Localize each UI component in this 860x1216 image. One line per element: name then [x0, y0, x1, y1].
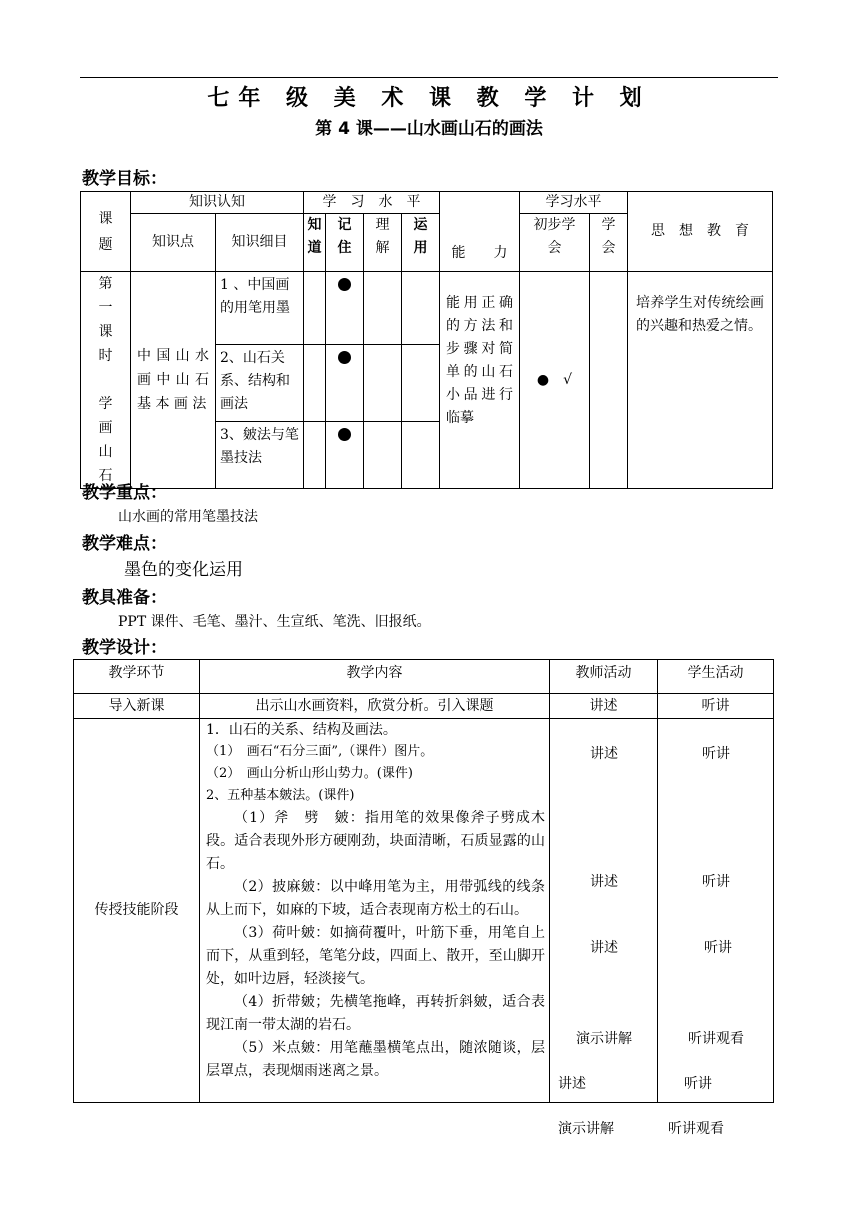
intro-stage: 导入新课: [74, 694, 200, 719]
teacher-activity: 讲述: [590, 746, 618, 762]
key-heading: 教学重点：: [82, 483, 167, 503]
empty-cell: [402, 422, 440, 489]
teacher-activity: 讲述: [558, 1076, 586, 1092]
remember-mark-2: [326, 345, 364, 422]
goals-heading: 教学目标：: [82, 169, 167, 189]
content-line: （4）折带皴；先横笔拖峰，再转折斜皴，适合表现江南一带太湖的岩石。: [206, 994, 545, 1033]
empty-cell: [304, 422, 326, 489]
detail-header: 知识细目: [216, 214, 304, 272]
design-heading: 教学设计：: [82, 638, 167, 658]
initial-header: 初步学 会: [520, 214, 590, 272]
student-activity: 听讲: [702, 874, 730, 890]
empty-cell: [590, 272, 628, 489]
teacher-activity: 讲述: [590, 940, 618, 956]
student-col-header: 学生活动: [658, 660, 774, 694]
stage-col-header: 教学环节: [74, 660, 200, 694]
dot-mark: [338, 428, 351, 441]
point-header: 知识点: [131, 214, 216, 272]
key-text: 山水画的常用笔墨技法: [118, 509, 258, 525]
intro-content: 出示山水画资料，欣赏分析。引入课题: [200, 694, 550, 719]
know-header: 知 道: [304, 214, 326, 272]
student-activity: 听讲观看: [688, 1031, 744, 1047]
initial-cell: ● √: [520, 272, 590, 489]
detail-cell-1: 1 、中国画的用笔用墨: [216, 272, 304, 345]
topic-header: 课 题: [81, 192, 131, 272]
ability-cell: 能用正确的方法和步骤对简单的山石小品进行临摹: [440, 272, 520, 489]
skill-teacher: [550, 719, 658, 1137]
difficulty-heading: 教学难点：: [82, 534, 167, 554]
skill-stage: 传授技能阶段: [74, 719, 200, 1103]
empty-cell: [304, 345, 326, 422]
ideology-cell: 培养学生对传统绘画的兴趣和热爱之情。: [628, 272, 773, 489]
level-header: 学 习 水 平: [304, 192, 440, 214]
content-line: （5）米点皴：用笔蘸墨横笔点出，随浓随谈，层层罩点，表现烟雨迷离之景。: [206, 1040, 545, 1079]
empty-cell: [364, 422, 402, 489]
remember-mark-3: [326, 422, 364, 489]
learned-header: 学 会: [590, 214, 628, 272]
empty-cell: [364, 272, 402, 345]
teacher-activity: 演示讲解: [576, 1031, 632, 1047]
empty-cell: [402, 345, 440, 422]
content-line: （3）荷叶皴：如摘荷覆叶，叶筋下垂，用笔自上而下，从重到轻，笔笔分歧，四面上、散开，至山脚开处，如叶边唇，轻淡接气。: [206, 925, 545, 987]
point-cell: 中 国 山 水 画 中 山 石 基 本 画 法: [131, 272, 216, 489]
topic-cell: 第 一 课 时 学 画 山 石: [81, 272, 131, 489]
dot-mark: [338, 278, 351, 291]
teacher-col-header: 教师活动: [550, 660, 658, 694]
student-activity: 听讲: [704, 940, 732, 956]
level2-header: 学习水平: [520, 192, 628, 214]
tools-text: PPT 课件、毛笔、墨汁、生宣纸、笔洗、旧报纸。: [118, 614, 431, 630]
design-table: [73, 659, 774, 1137]
ideology-header: 思 想 教 育: [628, 192, 773, 272]
intro-student: 听讲: [658, 694, 774, 719]
empty-cell: [364, 345, 402, 422]
ability-header: 能 力: [440, 192, 520, 272]
student-activity: 听讲: [702, 746, 730, 762]
content-line: 1．山石的关系、结构及画法。: [206, 722, 397, 738]
detail-cell-2: 2、山石关系、结构和画法: [216, 345, 304, 422]
intro-teacher: 讲述: [550, 694, 658, 719]
empty-cell: [304, 272, 326, 345]
page-title: 七年 级 美 术 课 教 学 计 划: [207, 86, 651, 111]
teacher-activity: 讲述: [590, 874, 618, 890]
skill-content: [200, 719, 550, 1103]
remember-mark-1: [326, 272, 364, 345]
content-line: 2、五种基本皴法。(课件): [206, 788, 355, 803]
content-line: （1） 画石“石分三面”,（课件）图片。: [206, 744, 434, 759]
difficulty-text: 墨色的变化运用: [124, 560, 243, 580]
tools-heading: 教具准备：: [82, 588, 167, 608]
empty-cell: [402, 272, 440, 345]
content-line: （1）斧 劈 皴：指用笔的效果像斧子劈成木段。适合表现外形方硬刚劲，块面清晰，石质显露的山石。: [206, 810, 545, 872]
understand-header: 理 解: [364, 214, 402, 272]
student-activity: 听讲: [684, 1076, 712, 1092]
student-activity: 听讲观看: [668, 1121, 724, 1137]
detail-cell-3: 3、皴法与笔墨技法: [216, 422, 304, 489]
dot-mark: [338, 351, 351, 364]
goals-table: [80, 191, 773, 489]
apply-header: 运 用: [402, 214, 440, 272]
content-line: （2）披麻皴：以中峰用笔为主，用带弧线的线条从上而下，如麻的下坡，适合表现南方松土的石山。: [206, 879, 545, 918]
page-subtitle: 第 4 课——山水画山石的画法: [315, 119, 543, 139]
header-rule: [80, 77, 778, 78]
teacher-activity: 演示讲解: [558, 1121, 614, 1137]
skill-student: [658, 719, 774, 1137]
content-line: （2） 画山分析山形山势力。(课件): [206, 766, 413, 781]
content-col-header: 教学内容: [200, 660, 550, 694]
remember-header: 记 住: [326, 214, 364, 272]
knowledge-header: 知识认知: [131, 192, 304, 214]
